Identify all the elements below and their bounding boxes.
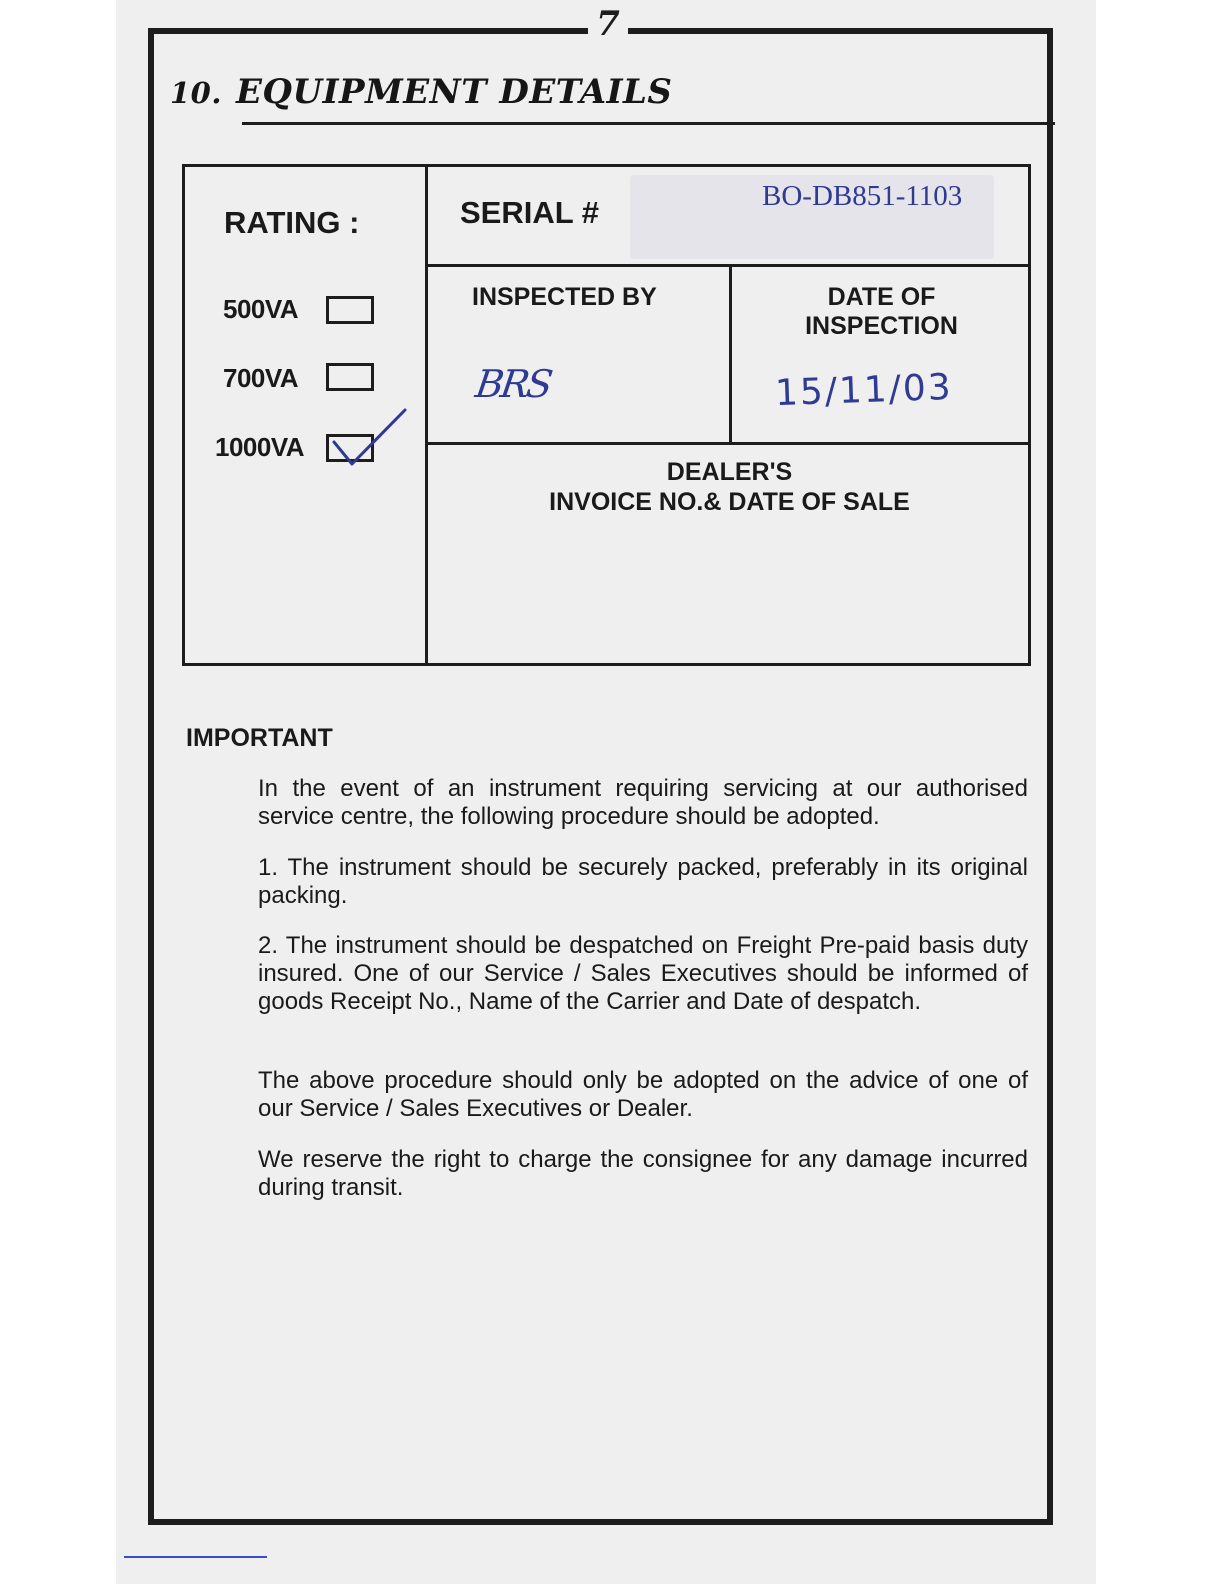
rating-500va-checkbox[interactable] xyxy=(326,296,374,324)
rating-500va-label: 500VA xyxy=(223,294,299,324)
section-number: 10. xyxy=(170,76,222,110)
serial-row-divider xyxy=(425,264,1031,267)
rating-label: RATING : xyxy=(224,205,360,240)
title-underline xyxy=(242,122,1055,125)
important-note-2: We reserve the right to charge the consignee for any damage incurred during transit. xyxy=(258,1146,1028,1201)
date-label-line2: INSPECTION xyxy=(805,312,958,340)
dealer-invoice-label xyxy=(428,457,1031,517)
dealer-label-line1: DEALER'S xyxy=(666,458,793,486)
date-of-inspection-label xyxy=(732,283,1031,341)
bottom-rule xyxy=(124,1556,267,1558)
inspection-date-value: 15/11/03 xyxy=(774,366,954,415)
important-note-1: The above procedure should only be adopted on the advice of one of our Service / Sales Executives or Dealer. xyxy=(258,1067,1028,1122)
rating-700va-checkbox[interactable] xyxy=(326,363,374,391)
checkmark-icon xyxy=(322,404,412,470)
serial-label: SERIAL # xyxy=(460,195,599,230)
rating-column-divider xyxy=(425,164,428,666)
inspection-row-divider xyxy=(425,442,1031,445)
dealer-label-line2: INVOICE NO.& DATE OF SALE xyxy=(549,488,910,516)
date-label-line1: DATE OF xyxy=(827,283,936,311)
important-item-1: 1. The instrument should be securely packed, preferably in its original packing. xyxy=(258,854,1028,909)
page-number: 7 xyxy=(596,4,620,44)
important-intro: In the event of an instrument requiring servicing at our authorised service centre, the following procedure should be adopted. xyxy=(258,775,1028,830)
important-item-2: 2. The instrument should be despatched on Freight Pre-paid basis duty insured. One of our Service / Sales Executives should be informed of goods Receipt No., Name of the Carrier and Date of despatch. xyxy=(258,932,1028,1015)
section-title: EQUIPMENT DETAILS xyxy=(235,72,673,112)
rating-1000va-label: 1000VA xyxy=(215,432,305,462)
inspected-by-signature: BRS xyxy=(472,362,553,406)
important-heading: IMPORTANT xyxy=(186,724,333,752)
rating-700va-label: 700VA xyxy=(223,363,299,393)
serial-value: BO-DB851-1103 xyxy=(762,180,963,212)
section-heading xyxy=(170,72,672,112)
inspected-by-label: INSPECTED BY xyxy=(472,283,657,311)
